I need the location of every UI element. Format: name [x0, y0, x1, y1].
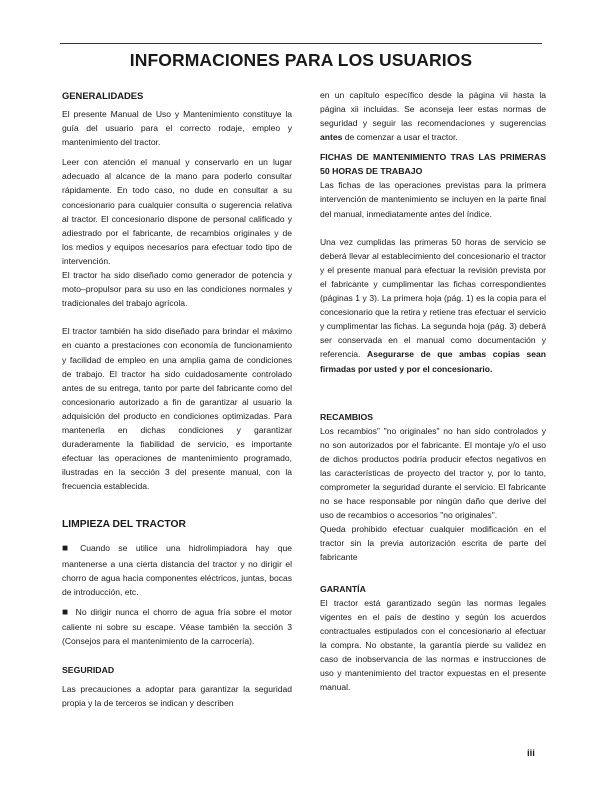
limpieza-bullet-1: [62, 541, 292, 598]
recambios-heading: RECAMBIOS: [320, 411, 374, 422]
fichas-paragraph-1: Las fichas de las operaciones previstas para la primera intervención de mantenimiento se incluyen en la parte final del manual, inmediatamente antes del índice.: [320, 180, 546, 219]
fichas-heading: FICHAS DE MANTENIMIENTO TRAS LAS PRIMERAS 50 HORAS DE TRABAJO: [320, 152, 546, 177]
limpieza-bullet-2-text: No dirigir nunca el chorro de agua fría sobre el motor caliente ni sobre su escape. Véase también la sección 3 (Consejos para el mantenimiento de la carrocería).: [62, 606, 293, 646]
header-rule: [60, 43, 542, 44]
seguridad-continued-emphasis: antes: [320, 132, 343, 143]
generalidades-paragraph-3: El tractor ha sido diseñado como generador de potencia y moto–propulsor para su uso en las condiciones normales y tradicionales del trabajo agrícola.: [62, 270, 292, 309]
seguridad-heading: SEGURIDAD: [62, 665, 115, 676]
page-number: iii: [527, 748, 535, 759]
fichas-paragraph-2-text: Una vez cumplidas las primeras 50 horas de servicio se deberá llevar al establecimiento del concesionario el tractor y el presente manual para efectuar la revisión prevista por el fabricante y cumplimentar las fichas correspondientes (páginas 1 y 3). La primera hoja (pág. 1) es la copia para el concesionario que la retira y retiene tras efectuar el servicio y cumplimentar las fichas. La segunda hoja (pág. 3) deberá ser conservada en el manual como documentación y referencia.: [320, 236, 546, 360]
limpieza-bullet-1-text: Cuando se utilice una hidrolimpiadora hay que mantenerse a una cierta distancia del tractor y no dirigir el chorro de agua hacia componentes eléctricos, juntas, bocas de introducción, etc.: [62, 543, 292, 597]
limpieza-bullet-2: [62, 605, 292, 648]
left-column: [62, 88, 292, 710]
page-title: INFORMACIONES PARA LOS USUARIOS: [129, 50, 473, 70]
generalidades-paragraph-1: El presente Manual de Uso y Mantenimiento constituye la guía del usuario para el correcto rodaje, empleo y mantenimiento del tractor.: [62, 109, 292, 148]
seguridad-continued-text-1: en un capítulo específico desde la página vii hasta la página xii incluidas. Se aconseja leer estas normas de seguridad y seguir las recomendaciones y sugerencias: [320, 90, 546, 129]
recambios-paragraph-1: Los recambios" "no originales" no han sido controlados y no son autorizados por el fabricante. El montaje y/o el uso de dichos productos podría producir efectos negativos en las características de proyecto del tractor y, por lo tanto, comprometer la seguridad durante el servicio. El fabricante no se hace responsable por ningún daño que derive del uso de recambios o accesorios "no originales".: [320, 425, 546, 521]
right-column: [320, 88, 546, 694]
garantia-paragraph: El tractor está garantizado según las normas legales vigentes en el país de destino y según los acuerdos contractuales estipulados con el concesionario al efectuar la compra. No obstante, la garantía pierde su validez en caso de inobservancia de las normas e instrucciones de uso y mantenimiento del tractor expuestas en el presente manual.: [320, 597, 546, 693]
garantia-heading: GARANTÍA: [320, 583, 366, 594]
generalidades-heading: GENERALIDADES: [62, 90, 144, 101]
square-bullet-icon: [62, 543, 80, 553]
seguridad-continued-paragraph: [320, 88, 546, 144]
seguridad-continued-text-2: de comenzar a usar el tractor.: [342, 132, 458, 143]
generalidades-paragraph-2: Leer con atención el manual y conservarlo en un lugar adecuado al alcance de la mano para poderlo consultar rápidamente. En todo caso, no dude en consultar a su concesionario para cualquier consulta o sugerencia relativa al tractor. El concesionario dispone de personal calificado y adiestrado por el fabricante, de recambios originales y de los medios y equipos necesarios para efectuar todo tipo de intervención.: [62, 157, 292, 266]
fichas-paragraph-2-emphasis: Asegurarse de que ambas copias sean firmadas por usted y por el concesionario.: [320, 349, 546, 374]
limpieza-heading: LIMPIEZA DEL TRACTOR: [62, 519, 186, 531]
seguridad-paragraph: Las precauciones a adoptar para garantizar la seguridad propia y la de terceros se indican y describen: [62, 684, 292, 709]
square-bullet-icon: [62, 607, 76, 617]
generalidades-paragraph-4: El tractor también ha sido diseñado para brindar el máximo en cuanto a prestaciones con economía de funcionamiento y facilidad de empleo en una amplia gama de condiciones de trabajo. El tractor ha sido cuidadosamente controlado antes de su entrega, tanto por parte del fabricante como del concesionario autorizado a fin de garantizar al usuario la adquisición del producto en condiciones optimizadas. Para mantenerla en dichas condiciones y garantizar duraderamente la fiabilidad de servicio, es importante efectuar las operaciones de mantenimiento programado, ilustradas en la sección 3 del presente manual, con la frecuencia establecida.: [62, 326, 292, 492]
fichas-paragraph-2: [320, 235, 546, 376]
recambios-paragraph-2: Queda prohibido efectuar cualquier modificación en el tractor sin la previa autorización escrita de parte del fabricante: [320, 524, 546, 563]
